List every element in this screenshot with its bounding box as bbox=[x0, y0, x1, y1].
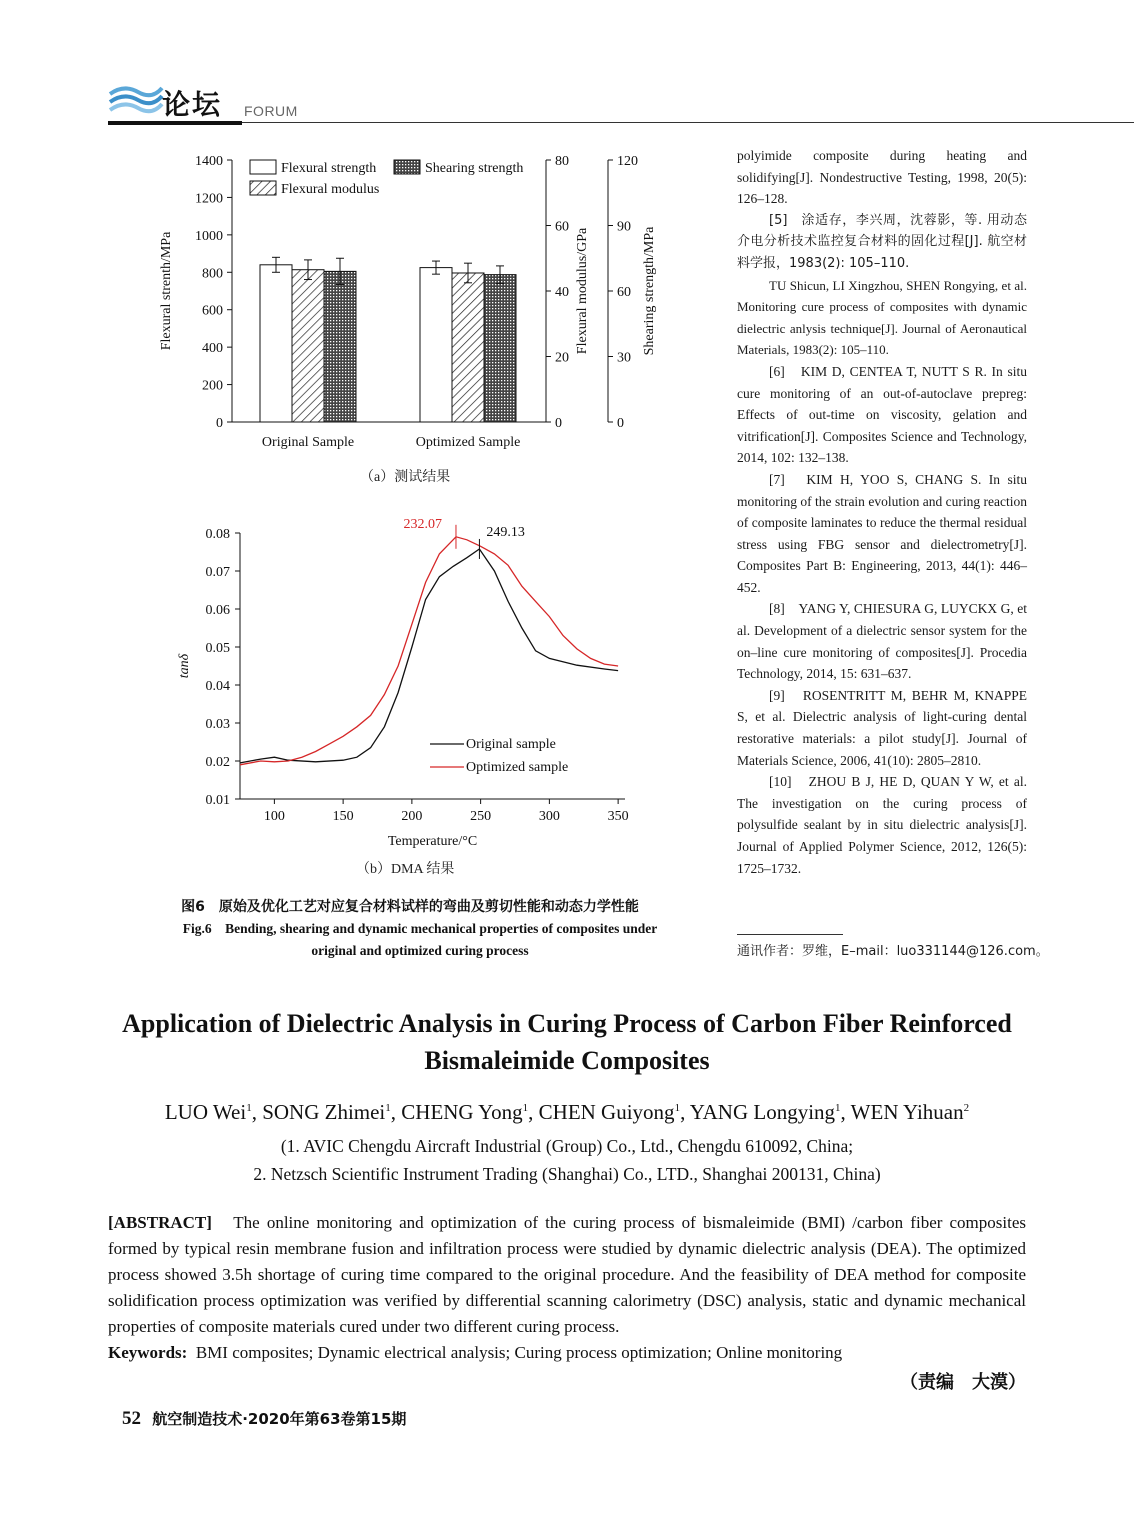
correspondence-rule bbox=[737, 934, 843, 935]
tick-label-right2: 90 bbox=[617, 219, 631, 235]
tick-label-x: 200 bbox=[401, 809, 423, 824]
axis-label-right2: Shearing strength/MPa bbox=[642, 226, 657, 356]
keywords-text: BMI composites; Dynamic electrical analysis; Curing process optimization; Online monitoring bbox=[195, 1343, 843, 1362]
author-name: WEN Yihuan bbox=[850, 1100, 964, 1124]
author-name: YANG Longying bbox=[689, 1100, 836, 1124]
figure-caption-en bbox=[140, 918, 700, 962]
legend-label: Flexural modulus bbox=[281, 182, 380, 197]
article-title-line1: Application of Dielectric Analysis in Curing Process of Carbon Fiber Reinforced bbox=[122, 1009, 1012, 1038]
reference-5-cn: [5] 涂适存，李兴周，沈蓉影，等. 用动态介电分析技术监控复合材料的固化过程[J]. 航空材料学报，1983(2): 105–110. bbox=[737, 212, 1027, 271]
category-label: Original Sample bbox=[261, 435, 355, 450]
author-name: LUO Wei bbox=[164, 1100, 247, 1124]
axis-label-right1: Flexural modulus/GPa bbox=[575, 227, 590, 355]
bar-chart-mechanical-properties bbox=[150, 140, 670, 460]
tick-label-left: 800 bbox=[202, 266, 223, 282]
tick-label-left: 1200 bbox=[195, 191, 223, 207]
tick-label-left: 1000 bbox=[195, 228, 223, 244]
tick-label-y: 0.01 bbox=[205, 793, 230, 808]
bar-flexural-strength bbox=[420, 268, 452, 422]
author-name: CHENG Yong bbox=[401, 1100, 523, 1124]
abstract-text: The online monitoring and optimization of the curing process of bismaleimide (BMI) /carbon fiber composites formed by typical resin membrane fusion and infiltration process were studied by dynamic dielectric analysis (DEA). The optimized process showed 3.5h shortage of curing time compared to the original procedure. And the feasibility of DEA method for composite solidification process optimization was verified by differential scanning calorimetry (DSC) analysis, static and dynamic mechanical properties of composite materials cured under two different curing process. bbox=[108, 1213, 1027, 1336]
abstract-paragraph bbox=[108, 1210, 1026, 1340]
author-name: CHEN Guiyong bbox=[538, 1100, 675, 1124]
legend-label: Flexural strength bbox=[281, 161, 377, 176]
tick-label-left: 600 bbox=[202, 303, 223, 319]
tick-label-x: 150 bbox=[332, 809, 354, 824]
bar-shearing-strength bbox=[484, 275, 516, 422]
tick-label-y: 0.02 bbox=[205, 755, 230, 770]
legend-swatch bbox=[250, 181, 276, 195]
legend-swatch bbox=[394, 160, 420, 174]
author-list: LUO Wei$^1$, SONG Zhimei$^1$, CHENG Yong$^1$, CHEN Guiyong$^1$, YANG Longying$^1$, WEN Yihuan$^2$ bbox=[164, 1100, 970, 1124]
section-title-cn: 论坛 bbox=[162, 88, 223, 121]
abstract bbox=[108, 1210, 1026, 1366]
bar-flexural-modulus bbox=[292, 270, 324, 422]
author-name: SONG Zhimei bbox=[262, 1100, 386, 1124]
reference-9: [9] ROSENTRITT M, BEHR M, KNAPPE S, et al. Dielectric analysis of light-curing dental restorative materials: a pilot study[J]. Journal of Materials Science, 2006, 41(10): 2805–2810. bbox=[737, 687, 1027, 768]
references-list bbox=[737, 145, 1027, 879]
tick-label-left: 400 bbox=[202, 341, 223, 357]
figure-caption-cn: 图6 原始及优化工艺对应复合材料试样的弯曲及剪切性能和动态力学性能 bbox=[181, 899, 639, 915]
tick-label-right1: 0 bbox=[555, 416, 562, 431]
header-rule-thin bbox=[242, 122, 1134, 123]
axis-label-y: tanδ bbox=[177, 653, 192, 679]
series-line-original-sample bbox=[240, 549, 618, 763]
legend-swatch bbox=[250, 160, 276, 174]
tick-label-y: 0.03 bbox=[205, 717, 230, 732]
author-affiliation-marker: 1 bbox=[674, 1102, 681, 1114]
axis-label-x: Temperature/°C bbox=[387, 834, 478, 849]
tick-label-y: 0.05 bbox=[205, 641, 230, 656]
subcaption-b: （b）DMA 结果 bbox=[356, 862, 455, 877]
line-chart-dma-tan-delta bbox=[170, 515, 650, 855]
affiliation-1: (1. AVIC Chengdu Aircraft Industrial (Group) Co., Ltd., Chengdu 610092, China; bbox=[280, 1136, 854, 1156]
subcaption-a: （a）测试结果 bbox=[360, 470, 451, 485]
author-affiliation-marker: 2 bbox=[963, 1102, 970, 1114]
editor-credit: （责编 大漠） bbox=[900, 1372, 1026, 1393]
tick-label-left: 200 bbox=[202, 378, 223, 394]
reference-10: [10] ZHOU B J, HE D, QUAN Y W, et al. The investigation on the curing process of polysulfide sealant by in situ dielectric analysis[J]. Journal of Applied Polymer Science, 2012, 126(5): 1725–1732. bbox=[737, 774, 1027, 876]
tick-label-x: 250 bbox=[470, 809, 492, 824]
journal-logo-waves bbox=[108, 80, 164, 120]
reference-8: [8] YANG Y, CHIESURA G, LUYCKX G, et al. Development of a dielectric sensor system for the on–line cure monitoring of composites[J]. Procedia Technology, 2014, 15: 631–637. bbox=[737, 601, 1027, 682]
section-title-en: FORUM bbox=[244, 103, 298, 119]
journal-issue: 航空制造技术·2020年第63卷第15期 bbox=[152, 1410, 407, 1428]
figure-caption-en-line2: original and optimized curing process bbox=[311, 943, 529, 958]
reference-4-continued: polyimide composite during heating and solidifying[J]. Nondestructive Testing, 1998, 20(5): 126–128. bbox=[737, 148, 1027, 207]
figure-caption-en-line1: Fig.6 Bending, shearing and dynamic mechanical properties of composites under bbox=[182, 921, 658, 936]
author-affiliation-marker: 1 bbox=[835, 1102, 841, 1114]
page-footer bbox=[122, 1408, 406, 1430]
tick-label-right2: 30 bbox=[617, 350, 631, 366]
tick-label-left: 0 bbox=[216, 416, 223, 431]
abstract-label: [ABSTRACT] bbox=[108, 1213, 212, 1232]
bar-shearing-strength bbox=[324, 271, 356, 422]
peak-label-original: 249.13 bbox=[486, 524, 525, 540]
legend-label: Original sample bbox=[466, 737, 556, 752]
tick-label-y: 0.07 bbox=[205, 565, 230, 580]
corresponding-author: 通讯作者：罗维，E–mail：luo331144@126.com。 bbox=[737, 944, 1049, 959]
reference-6: [6] KIM D, CENTEA T, NUTT S R. In situ cure monitoring of an out-of-autoclave prepreg: Effects of out-time on viscosity, gelation and vitrification[J]. Composites Science and Technology, 2014, 102: 132–138. bbox=[737, 363, 1027, 466]
article-title-line2: Bismaleimide Composites bbox=[424, 1046, 710, 1075]
bar-flexural-strength bbox=[260, 265, 292, 422]
author-affiliation-marker: 1 bbox=[385, 1102, 391, 1114]
bar-flexural-modulus bbox=[452, 273, 484, 422]
page-number: 52 bbox=[122, 1408, 141, 1429]
series-line-optimized-sample bbox=[240, 537, 618, 765]
header-rule-thick bbox=[108, 121, 242, 125]
affiliation-2: 2. Netzsch Scientific Instrument Trading (Shanghai) Co., LTD., Shanghai 200131, China) bbox=[253, 1164, 881, 1184]
reference-7: [7] KIM H, YOO S, CHANG S. In situ monitoring of the strain evolution and curing reaction of composite laminates to reduce the thermal residual stress using FBG sensor and dielectrometry[J]. Composites Part B: Engineering, 2013, 44(1): 446–452. bbox=[737, 471, 1027, 595]
tick-label-right1: 20 bbox=[555, 350, 569, 366]
axis-label-left: Flexural strenth/MPa bbox=[159, 231, 174, 351]
keywords-label: Keywords: bbox=[108, 1343, 188, 1362]
category-label: Optimized Sample bbox=[415, 435, 521, 450]
reference-5-en: TU Shicun, LI Xingzhou, SHEN Rongying, et al. Monitoring cure process of composites with dynamic dielectric anlysis technique[J]. Journal of Aeronautical Materials, 1983(2): 105–110. bbox=[737, 277, 1027, 358]
article-title bbox=[100, 1005, 1034, 1079]
legend-label: Shearing strength bbox=[425, 161, 524, 176]
tick-label-right2: 60 bbox=[617, 285, 631, 300]
tick-label-right2: 0 bbox=[617, 416, 624, 431]
legend-label: Optimized sample bbox=[466, 760, 569, 775]
tick-label-x: 350 bbox=[607, 809, 629, 824]
tick-label-right1: 40 bbox=[555, 285, 569, 300]
tick-label-y: 0.04 bbox=[205, 679, 230, 694]
peak-label-optimized: 232.07 bbox=[403, 516, 442, 532]
keywords bbox=[108, 1340, 1026, 1366]
tick-label-y: 0.08 bbox=[205, 527, 230, 542]
author-affiliation-marker: 1 bbox=[246, 1102, 252, 1114]
author-affiliation-marker: 1 bbox=[522, 1102, 529, 1114]
tick-label-right2: 120 bbox=[617, 154, 638, 169]
tick-label-x: 100 bbox=[263, 809, 285, 824]
tick-label-right1: 60 bbox=[555, 219, 569, 235]
tick-label-y: 0.06 bbox=[205, 603, 230, 618]
tick-label-left: 1400 bbox=[195, 154, 223, 169]
tick-label-x: 300 bbox=[538, 809, 560, 824]
tick-label-right1: 80 bbox=[555, 154, 569, 169]
